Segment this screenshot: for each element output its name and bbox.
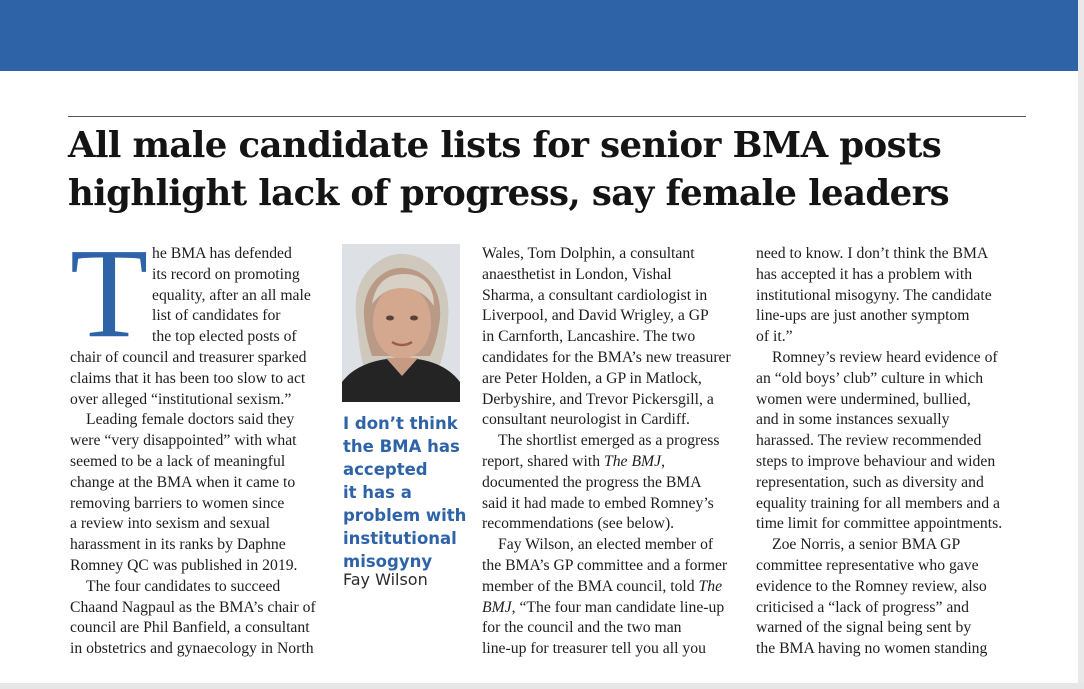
column-3-line: line-up for treasurer tell you all you	[482, 640, 706, 658]
column-1-line: over alleged “institutional sexism.”	[70, 390, 292, 408]
top-color-band	[0, 0, 1078, 71]
column-3-line: recommendations (see below).	[482, 515, 675, 533]
column-3-line: the BMA’s GP committee and a former	[482, 556, 728, 574]
column-4-line: time limit for committee appointments.	[756, 515, 1003, 533]
column-4-line: harassed. The review recommended	[756, 432, 982, 450]
column-4-line: need to know. I don’t think the BMA	[756, 245, 989, 262]
column-1-line: harassment in its ranks by Daphne	[70, 536, 286, 554]
pull-quote-line: it has a	[343, 483, 412, 502]
column-3-italic: The	[698, 577, 723, 595]
headline-line-1: All male candidate lists for senior BMA posts	[68, 125, 942, 166]
column-1-line: Romney QC was published in 2019.	[70, 556, 298, 574]
page-edge-bottom	[0, 683, 1084, 689]
column-1-line: chair of council and treasurer sparked	[70, 348, 307, 366]
column-3-italic: The BMJ	[603, 452, 662, 470]
article-column-3	[482, 244, 731, 660]
column-3-line	[482, 577, 731, 598]
pull-quote-line: the BMA has	[343, 437, 460, 456]
column-4-line: representation, such as diversity and	[756, 473, 984, 491]
column-4-line: of it.”	[756, 328, 793, 346]
column-1-line: were “very disappointed” with what	[70, 432, 297, 450]
column-3-text: member of the BMA council, told	[482, 577, 699, 595]
column-3-text: , “The four man candidate line-up	[511, 598, 725, 616]
column-1-line: its record on promoting	[152, 265, 300, 283]
column-4-line: steps to improve behaviour and widen	[756, 452, 996, 470]
column-3-line: for the council and the two man	[482, 619, 682, 637]
page-edge-right	[1078, 0, 1084, 689]
pull-quote-line: accepted	[343, 460, 428, 479]
column-4-line: has accepted it has a problem with	[756, 265, 973, 283]
column-4-line: institutional misogyny. The candidate	[756, 286, 992, 304]
column-3-line	[482, 452, 731, 473]
column-1-line: Chaand Nagpaul as the BMA’s chair of	[70, 598, 316, 616]
column-3-line: said it had made to embed Romney’s	[482, 494, 714, 512]
drop-cap: T	[70, 222, 149, 364]
column-3-line: candidates for the BMA’s new treasurer	[482, 348, 731, 366]
column-4-line: evidence to the Romney review, also	[756, 577, 987, 595]
column-4-line: committee representative who gave	[756, 556, 979, 574]
headline-rule	[68, 116, 1026, 117]
pull-quote-line: I don’t think	[343, 414, 458, 433]
column-4-line: equality training for all members and a	[756, 494, 1000, 512]
column-1-line: he BMA has defended	[152, 245, 292, 262]
column-1-line: in obstetrics and gynaecology in North	[70, 640, 314, 658]
column-4-line: line-ups are just another symptom	[756, 307, 970, 325]
column-4-line: criticised a “lack of progress” and	[756, 598, 969, 616]
column-1-line: list of candidates for	[152, 307, 281, 325]
column-1-line: removing barriers to women since	[70, 494, 285, 512]
column-3-text: ,	[661, 452, 665, 470]
column-3-line: Wales, Tom Dolphin, a consultant	[482, 245, 695, 262]
column-1-line: equality, after an all male	[152, 286, 311, 304]
column-3-italic: BMJ	[482, 598, 512, 616]
pull-quote-line: institutional	[343, 529, 457, 548]
column-3-line: Sharma, a consultant cardiologist in	[482, 286, 708, 304]
column-3-line: are Peter Holden, a GP in Matlock,	[482, 369, 702, 387]
column-1-line: the top elected posts of	[152, 328, 297, 346]
headline	[68, 122, 1048, 218]
column-1-line: The four candidates to succeed	[86, 577, 281, 595]
column-4-line: women were undermined, bullied,	[756, 390, 971, 408]
column-4-line: the BMA having no women standing	[756, 640, 988, 658]
pull-quote-line: misogyny	[343, 552, 433, 571]
column-3-line: Liverpool, and David Wrigley, a GP	[482, 307, 709, 325]
column-3-line: Fay Wilson, an elected member of	[498, 536, 714, 554]
portrait-illustration	[342, 244, 460, 402]
column-1-line: seemed to be a lack of meaningful	[70, 452, 286, 470]
column-3-line: The shortlist emerged as a progress	[498, 432, 720, 450]
pull-quote-author: Fay Wilson	[343, 570, 428, 589]
column-3-line: anaesthetist in London, Vishal	[482, 265, 672, 283]
column-3-line: consultant neurologist in Cardiff.	[482, 411, 690, 429]
column-4-line: Romney’s review heard evidence of	[772, 348, 998, 366]
column-3-line: Derbyshire, and Trevor Pickersgill, a	[482, 390, 714, 408]
column-3-line: in Carnforth, Lancashire. The two	[482, 328, 696, 346]
article-column-4	[756, 244, 1002, 660]
column-3-line	[482, 598, 731, 619]
column-1-line: Leading female doctors said they	[86, 411, 295, 429]
column-4-line: an “old boys’ club” culture in which	[756, 369, 984, 387]
column-4-line: and in some instances sexually	[756, 411, 950, 429]
column-3-text: report, shared with	[482, 452, 604, 470]
column-4-line: Zoe Norris, a senior BMA GP	[772, 536, 961, 554]
portrait-photo	[342, 244, 460, 402]
column-3-line: documented the progress the BMA	[482, 473, 702, 491]
column-1-line: council are Phil Banfield, a consultant	[70, 619, 310, 637]
column-1-line: a review into sexism and sexual	[70, 515, 270, 533]
column-1-line: change at the BMA when it came to	[70, 473, 296, 491]
column-1-line: claims that it has been too slow to act	[70, 369, 306, 387]
headline-line-2: highlight lack of progress, say female leaders	[68, 173, 950, 214]
pull-quote-line: problem with	[343, 506, 467, 525]
column-4-line: warned of the signal being sent by	[756, 619, 972, 637]
pull-quote	[343, 412, 466, 573]
article-column-1	[70, 244, 316, 660]
